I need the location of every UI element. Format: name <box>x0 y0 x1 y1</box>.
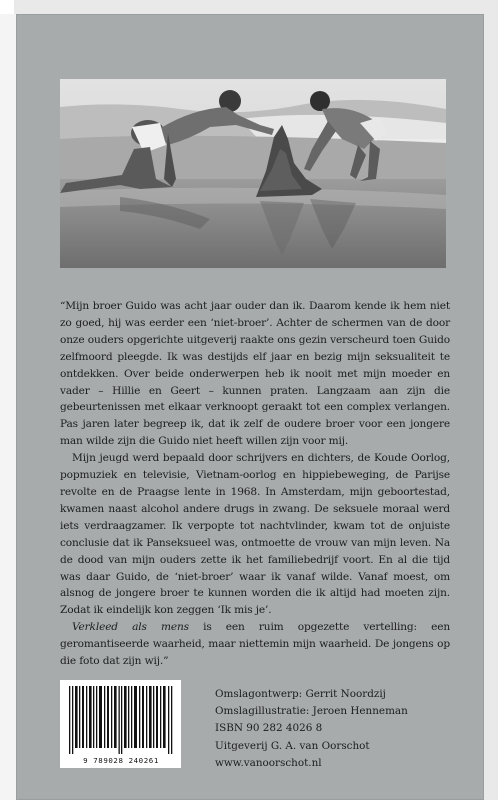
publisher-website: www.vanoorschot.nl <box>215 756 322 769</box>
blurb-text <box>60 298 450 670</box>
barcode-icon <box>68 686 173 754</box>
cover-design-credit: Omslagontwerp: Gerrit Noordzij <box>215 688 386 700</box>
spine-edge <box>0 14 16 800</box>
credits-block <box>215 686 465 772</box>
blurb-paragraph: Mijn jeugd werd bepaald door schrijvers en dichters, de Koude Oorlog, popmuziek en televisie, Vietnam-oorlog en hippiebeweging, de Parijse revolte en de Praagse lente in 1968. In Amsterdam, mijn geboortestad, kwamen naast alcohol andere drugs in zwang. De seksuele moraal werd iets verdraagzamer. Ik verpopte tot nachtvlinder, kwam tot de onjuiste conclusie dat ik Panseksueel was, ontmoette de vrouw van mijn leven. Na de dood van mijn ouders zette ik het familiebedrijf voort. En al die tijd was daar Guido, de ‘niet-broer’ waar ik vanaf wilde. Vanaf moest, om alsnog de jongere broer te kunnen worden die ik altijd had moeten zijn. Zodat ik eindelijk kon zeggen ‘Ik mis je’. <box>60 452 450 617</box>
blurb-paragraph-rest: is een ruim opgezette vertelling: een geromantiseerde waarheid, maar niettemin mijn waarheid. De jongens op die foto dat zijn wij.” <box>60 621 450 668</box>
publisher-name: Uitgeverij G. A. van Oorschot <box>215 739 370 752</box>
photo-icon <box>60 79 446 268</box>
barcode-digits: 9 789028 240261 <box>83 756 159 765</box>
cover-photo <box>60 79 446 268</box>
isbn-text: ISBN 90 282 4026 8 <box>215 722 323 735</box>
cover-illustration-credit: Omslagillustratie: Jeroen Henneman <box>215 705 408 718</box>
book-title: Verkleed als mens <box>72 621 189 634</box>
blurb-paragraph <box>60 619 450 670</box>
blurb-paragraph: “Mijn broer Guido was acht jaar ouder dan ik. Daarom kende ik hem niet zo goed, hij was eerder een ‘niet-broer’. Achter de schermen van de door onze ouders opgerichte uitgeverij raakte ons gezin verscheurd toen Guido zelfmoord pleegde. Ik was destijds elf jaar en bezig mijn seksualiteit te ontdekken. Over beide onderwerpen heb ik nooit met mijn moeder en vader – Hillie en Geert – kunnen praten. Langzaam aan zijn die gebeurtenissen met elkaar verknoopt geraakt tot een complex verlangen. Pas jaren later begreep ik, dat ik zelf de oudere broer voor een jongere man wilde zijn die Guido niet heeft willen zijn voor mij. <box>60 300 450 448</box>
isbn-barcode <box>60 680 181 768</box>
